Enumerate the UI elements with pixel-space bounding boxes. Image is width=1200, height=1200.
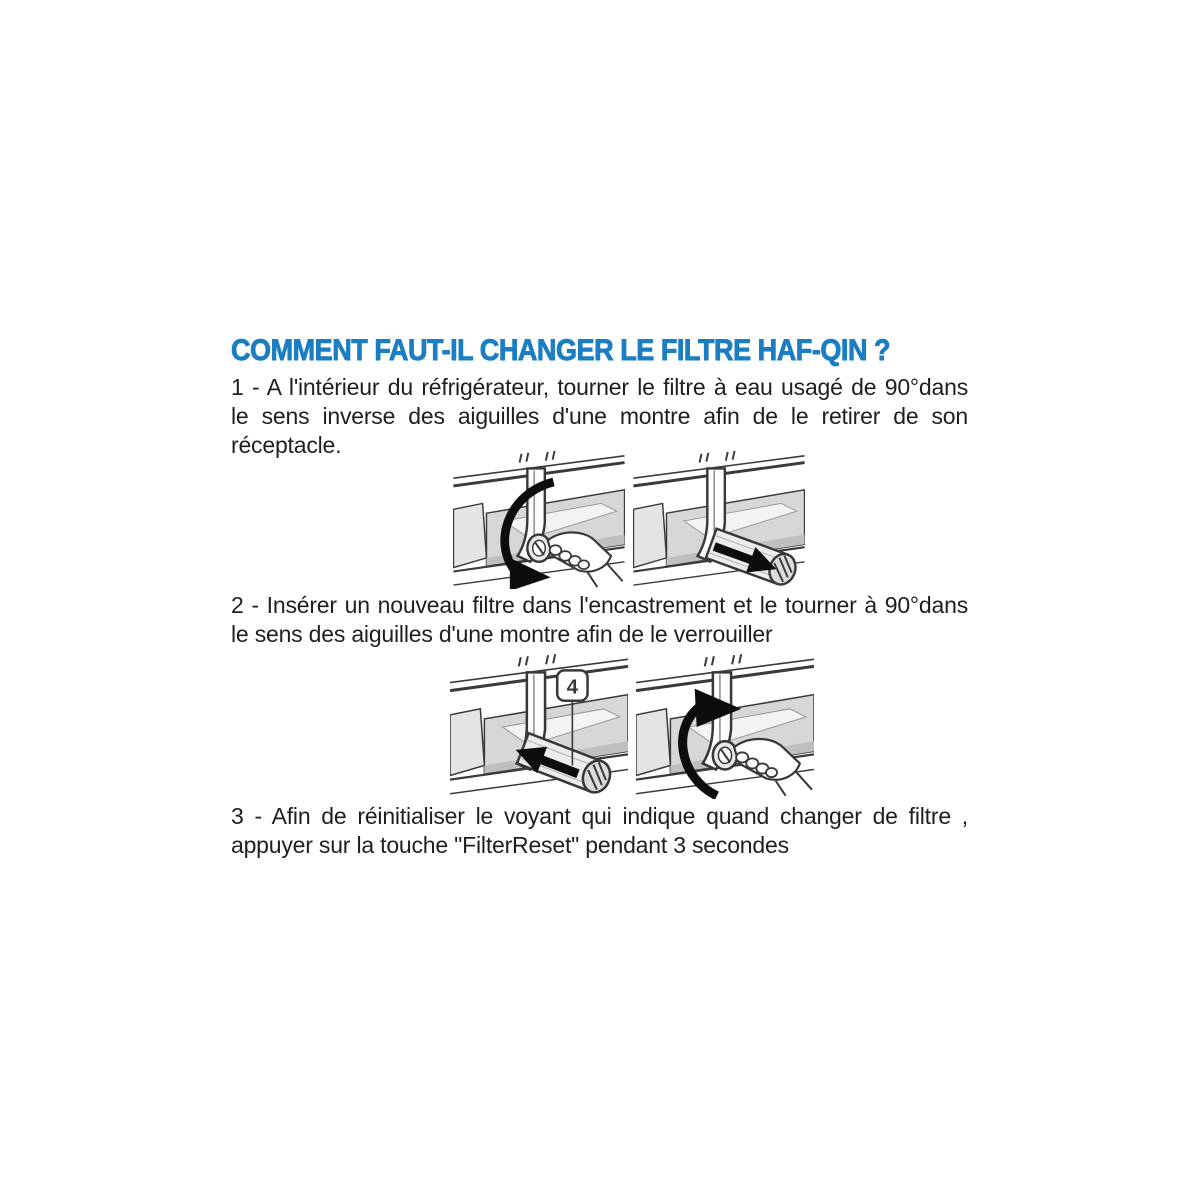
step2-paragraph: [231, 591, 968, 649]
step2-line-1: 2 - Insérer un nouveau filtre dans l'encastrement et le tourner à 90°dans: [231, 592, 968, 618]
section-heading: [231, 334, 971, 368]
step1-line-2: le sens inverse des aiguilles d'une montre afin de le retirer de son: [231, 403, 968, 429]
step2-line-2: le sens des aiguilles d'une montre afin de le verrouiller: [231, 621, 773, 647]
step3-line-1: 3 - Afin de réinitialiser le voyant qui indique quand changer de filtre ,: [231, 803, 968, 829]
figure-step2: [450, 651, 814, 799]
section-heading-text: COMMENT FAUT-IL CHANGER LE FILTRE HAF-QIN ?: [231, 334, 891, 367]
step-label-4-text: 4: [566, 676, 578, 699]
figure-step1-panel-rotate-ccw: [453, 449, 625, 589]
figure-step1: [453, 449, 805, 589]
step1-paragraph: [231, 373, 968, 460]
step1-line-1: 1 - A l'intérieur du réfrigérateur, tourner le filtre à eau usagé de 90°dans: [231, 374, 968, 400]
step3-line-2: appuyer sur la touche "FilterReset" pendant 3 secondes: [231, 832, 789, 858]
figure-step2-panel-rotate-cw: [636, 651, 814, 799]
figure-step2-panel-insert: [450, 651, 628, 799]
figure-step1-panel-pull-out: [633, 449, 805, 589]
step1-line-3: réceptacle.: [231, 432, 342, 458]
step3-paragraph: [231, 802, 968, 860]
